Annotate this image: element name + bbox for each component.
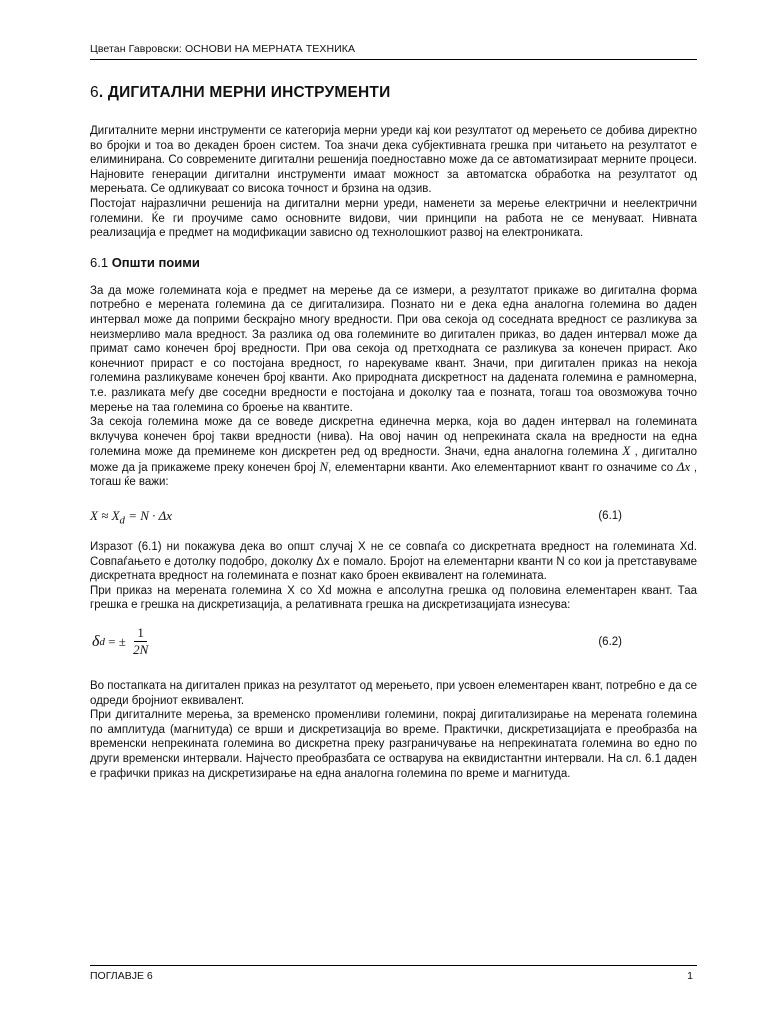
eq-subscript: d: [119, 514, 125, 527]
eq-subscript: d: [99, 635, 105, 648]
footer-chapter-label: ПОГЛАВЈЕ 6: [90, 970, 153, 982]
equation-6-1: [90, 494, 697, 538]
text-run: За секоја големина може да се воведе дискретна единечна мерка, која во даден интервал на големината вклучува конечен број такви вредности (нива). На овој начин од непрекината скала на вредности на една големина може да преминеме кон дискретен ред од вредности. Значи, една аналогна големина: [90, 416, 697, 459]
running-header: [90, 43, 697, 60]
text-run: , тогаш ќе важи:: [90, 461, 698, 489]
chapter-title: . ДИГИТАЛНИ МЕРНИ ИНСТРУМЕНТИ: [98, 84, 391, 101]
paragraph: Изразот (6.1) ни покажува дека во општ случај X не се совпаѓа со дискретната вредност на големината Xd. Совпаѓањето е дотолку подобро, доколку Δx е помало. Бројот на елементарни кванти N со кои ја претставуваме дискретната вредност на големината е познат како броен еквивалент на големината.: [90, 541, 697, 583]
eq-part: X ≈ X: [90, 508, 120, 524]
paragraph: При дигиталните мерења, за временско променливи големини, покрај дигитализирање на мерената големина по амплитуда (магнитуда) се врши и дискретизација во време. Практички, дискретизацијата е преобразба на временски непрекината големина во дискретна преку разграничување на непрекинатата големина во едно по други временски интервали. Најчесто преобразбата се остварува на еквидистантни интервали. На сл. 6.1 даден е графички приказ на дискретизирање на една аналогна големина по време и магнитуда.: [90, 709, 697, 780]
text-run: , елементарни кванти. Ако елементарниот квант го означиме со: [328, 461, 677, 474]
paragraph: За да може големината која е предмет на мерење да се измери, а резултатот прикаже во дигитална форма потребно е мерената големина да се дигитализира. Познато ни е дека една аналогна големина во даден интервал може да поприми бескрајно многу вредности. При ова секоја од соседната вредност се разликува за неизмерливо мала вредност. За разлика од ова големините во дигитален приказ, во даден интервал може да примат само конечен број вредности. При ова секоја од претходната се разликува за конечен прираст. Ако конечниот прираст е со постојана вредност, го нарекуваме квант. Значи, при дигитален приказ на некоја големина разликуваме конечен број кванти. Ако природната дискретност на дадената големина е рамномерна, т.е. разликата меѓу две соседни вредности е постојана и доколку таа е позната, тогаш тоа овозможува точно мерење на таа големина со броење на квантите.: [90, 284, 697, 414]
paragraph: При приказ на мерената големина X со Xd можна е апсолутна грешка од половина елементарен квант. Таа грешка е грешка на дискретизација, а релативната грешка на дискретизацијата изнесува:: [90, 584, 697, 612]
chapter-heading: [90, 84, 697, 102]
equation-body: [92, 625, 148, 658]
chapter-number: 6: [90, 84, 99, 101]
paragraph: Во постапката на дигитален приказ на резултатот од мерењето, при усвоен елементарен квант, потребно е да се одреди бројниот еквивалент.: [90, 680, 697, 707]
page-number: 1: [687, 970, 693, 982]
page-content: [90, 84, 697, 781]
paragraph: Дигиталните мерни инструменти се категорија мерни уреди кај кои резултатот од мерењето се добива директно во бројки и тоа во декаден броен систем. Тоа значи дека субјективната грешка при читањето на резултатот е елиминирана. Со современите дигитални решенија поедноставно може да се автоматизираат мерните процеси. Најновите генерации дигитални инструменти имаат можност за автоматска обработка на резултатот од мерењата. Се одликуваат со висока точност и брзина на одзив.: [90, 125, 697, 196]
math-var: N: [319, 458, 329, 474]
paragraph: Постојат најразлични решенија на дигитални мерни уреди, наменети за мерење електрични и неелектрични големини. Ќе ги проучиме само основните видови, чии принципи на работа не се менуваат. Нивната реализација е предмет на модификации зависно од технолошкиот развој на електрониката.: [90, 197, 697, 240]
section-number: 6.1: [90, 254, 112, 270]
eq-part: δ: [92, 632, 100, 650]
section-heading: [90, 255, 697, 270]
eq-part: = ±: [104, 633, 130, 649]
running-header-text: Цветан Гавровски: ОСНОВИ НА МЕРНАТА ТЕХНИКА: [90, 43, 356, 55]
page-footer: [90, 965, 697, 982]
fraction: [133, 625, 148, 658]
eq-part: = N · Δx: [124, 508, 173, 524]
paragraph: [90, 415, 697, 490]
fraction-denominator: 2N: [133, 642, 149, 658]
fraction-numerator: 1: [134, 625, 147, 642]
equation-number: (6.2): [598, 636, 622, 649]
equation-6-2: [90, 621, 697, 673]
math-var: Δx: [676, 458, 691, 474]
equation-body: [90, 508, 173, 527]
text-run: , дигитално може да ја прикажеме преку конечен број: [90, 446, 698, 474]
math-var: X: [622, 443, 631, 459]
section-title: Општи поими: [111, 254, 200, 270]
equation-number: (6.1): [598, 510, 622, 523]
